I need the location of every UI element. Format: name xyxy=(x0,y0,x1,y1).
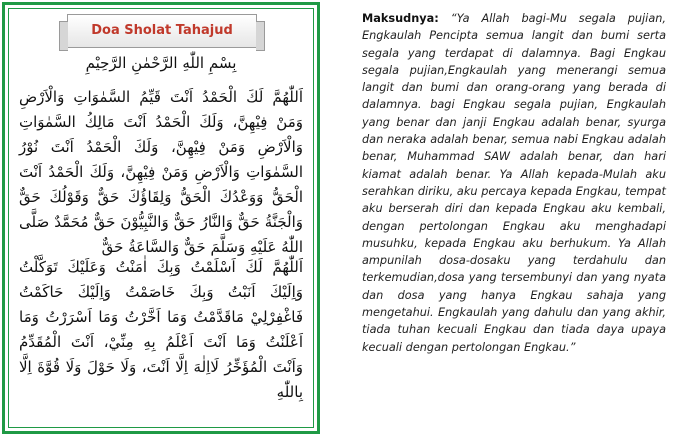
translation-label: Maksudnya: xyxy=(362,12,439,25)
translation-panel xyxy=(362,10,666,430)
arabic-paragraph-1: اَللّٰهُمَّ لَكَ الْحَمْدُ اَنْتَ قَيِّمُ السَّمٰوَاتِ وَالْاَرْضِ وَمَنْ فِيْهِنَّ، وَلَكَ الْحَمْدُ اَنْتَ مَالِكُ السَّمٰوَاتِ وَالْاَرْضِ وَمَنْ فِيْهِنَّ، وَلَكَ الْحَمْدُ اَنْتَ نُوْرُ السَّمٰوَاتِ وَالْاَرْضِ وَمَنْ فِيْهِنَّ، وَلَكَ الْحَمْدُ اَنْتَ الْحَقُّ وَوَعْدُكَ الْحَقُّ وَلِقَاؤُكَ حَقٌّ وَقَوْلُكَ حَقٌّ وَالْجَنَّةُ حَقٌّ وَالنَّارُ حَقٌّ وَالنَّبِيُّوْنَ حَقٌّ مُحَمَّدٌ صَلَّى اللّٰهُ عَلَيْهِ وَسَلَّمَ حَقٌّ وَالسَّاعَةُ حَقٌّ xyxy=(19,88,303,256)
basmalah-text: بِسْمِ اللّٰهِ الرَّحْمٰنِ الرَّحِيْمِ xyxy=(85,54,237,72)
doa-title: Doa Sholat Tahajud xyxy=(91,23,233,38)
arabic-doa-panel xyxy=(2,2,320,434)
arabic-paragraph-2: اَللّٰهُمَّ لَكَ اَسْلَمْتُ وَبِكَ اٰمَنْتُ وَعَلَيْكَ تَوَكَّلْتُ وَاِلَيْكَ اَنَبْتُ وَبِكَ خَاصَمْتُ وَاِلَيْكَ حَاكَمْتُ فَاغْفِرْلِيْ مَاقَدَّمْتُ وَمَا اَخَّرْتُ وَمَا اَسْرَرْتُ وَمَا اَعْلَنْتُ وَمَا اَنْتَ اَعْلَمُ بِهِ مِنِّيْ، اَنْتَ الْمُقَدِّمُ وَاَنْتَ الْمُؤَخِّرُ لَااِلٰهَ اِلَّا اَنْتَ، وَلَا حَوْلَ وَلَا قُوَّةَ اِلَّا بِاللّٰهِ xyxy=(19,258,303,401)
title-banner xyxy=(67,14,257,48)
translation-text: “Ya Allah bagi-Mu segala pujian, Engkaulah Pencipta semua langit dan bumi serta segala yang terdapat di dalamnya. Bagi Engkau segala pujian,Engkaulah yang menerangi semua langit dan bumi dan orang-orang yang berada di dalamnya. bagi Engkau segala pujian, Engkaulah yang benar dan janji Engkau adalah benar, syurga dan neraka adalah benar, semua nabi Engkau adalah benar, Muhammad SAW adalah benar, dan hari kiamat adalah benar. Ya Allah kepada-Mulah aku serahkan diriku, aku percaya kepada Engkau, tempat aku berserah diri dan kepada Engkau aku kembali, dengan pertolongan Engkau aku menghadapi musuhku, kepada Engkau aku berhukum. Ya Allah ampunilah dosa-dosaku yang terdahulu dan terkemudian,dosa yang tersembunyi dan yang nyata dan dosa yang hanya Engkau sahaja yang mengetahui. Engkaulah yang dahulu dan yang akhir, tiada tuhan kecuali Engkau dan tiada daya upaya kecuali dengan pertolongan Engkau.” xyxy=(362,12,666,354)
